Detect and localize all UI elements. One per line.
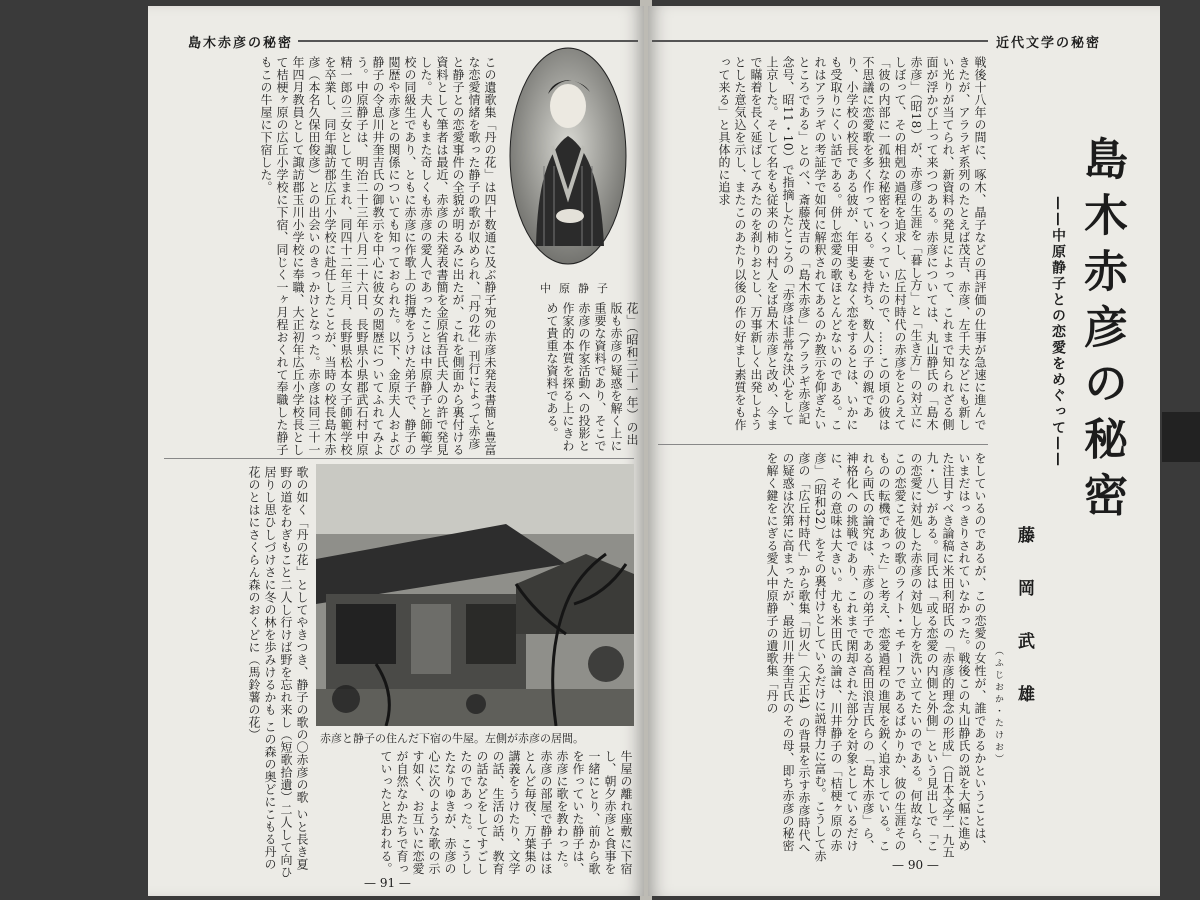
- right-upper-text: 戦後十八年の間に、啄木、晶子などの再評価の仕事が急速に進んできたが、アララギ系列のたとえば茂吉、赤彦、左千夫などにも新しい光りが当てられ、新資料の発見によって、これまで知られざる側面が浮かび上って来つつある。赤彦については、丸山静氏の「島木赤彦」（昭18）が、赤彦の生涯を「暮し方」と「生き方」の対立にしぼって、その相剋の過程を追求し、広丘村時代の赤彦をとらえて「彼の内部に一孤独な秘密をつくっていたので、……この頃の彼は不思議に恋愛歌を多く作っている。妻を持ち、数人の子の親であり、小学校の校長である彼が、年甲斐もなく恋をするとは、いかにも受取りにくい話である。併し恋愛の歌ほとんどないのである。これはアララギの考証学で如何に解釈されてあるのか教示を仰ぎたいところである」とのべ、斎藤茂吉の「島木赤彦」（アララギ赤彦記念号、昭11・10）で指摘したところの「赤彦は非常な決心をして上京した。そして名をも従来の柿の村人をば島木赤彦と改め、今まで瞞着を長く延ばしてみたのを刹りおとし、万事新しく出発しようとした意気込を示し、またこのあたり以後の作の好まし素質をも作って来る」と具体的に追求: [717, 56, 987, 431]
- portrait-caption: 中原静子: [540, 282, 616, 295]
- author-name: 藤岡武雄: [1014, 526, 1034, 738]
- left-upper-right-text: 花」（昭和三十一年）の出版も赤彦の疑惑を解く上に重要な資料であり、そこで赤彦の作家活動への投影と作家的本質を探る上にきわめて貴重な資料である。: [545, 302, 639, 452]
- page-number-left: — 91 —: [364, 876, 411, 890]
- right-divider: [658, 444, 988, 445]
- header-rule-right: [652, 40, 988, 42]
- photo-caption: 赤彦と静子の住んだ下宿の牛屋。左側が赤彦の居間。: [320, 732, 584, 745]
- left-page: [148, 6, 644, 896]
- page-tab: [1162, 412, 1200, 462]
- left-upper-text: この遺歌集「丹の花」は四十数通に及ぶ静子宛の赤彦未発表書簡と豊富な恋愛情緒を歌った静子の歌が収められ、「丹の花」刊行によって赤彦と静子との恋愛事件の全貌が明るみに出たが、これを側面から裏付ける資料として筆者は最近、赤彦の未発表書簡を金原省吾氏夫人の許で発見した。夫人もまた奇しくも赤彦の愛人であったことは中原静子と師範学校の同級生であり、ともに赤彦に作歌上の指導をうけた弟子で、静子の閲歴や赤彦との関係についても知っておられた。以下、金原夫人および静子の令息川井奎吉氏の御教示を中心に彼女の閲歴についてふれてみよう。中原静子は、明治二十三年八月二十六日、長野県小県郡武石村中原精一郎の三女として生まれ、同四十二年三月、長野県松本女子師範学校を卒業し、同年諏訪郡広丘小学校に赴任したことが、当時の校長島木赤彦（本名久保田俊彦）との出会いのきっかけとなった。赤彦は同三十一年四月教員として諏訪郡玉川小学校に奉職、大正初年広丘小学校長として桔梗ヶ原の広丘小学校に下宿、同じく一ヶ月程おくれて奉職した静子もこの牛屋に下宿した。: [259, 56, 497, 456]
- right-lower-text: をしているのであるが、この恋愛の女性が、誰であるかということは、いまだはっきりされていなかった。戦後この丸山静氏の説を大幅に進めた注目すべき論稿に米田利昭氏の「赤彦的理念の形成」（日本文学一九五九・八）がある。同氏は「或る恋愛の内側と外側」という見出しで「この恋愛に対処した赤彦の対処し方を洗い立てたいのである。何故なら、この恋愛こそ彼の歌のライト・モチーフであるばかりか、彼の生涯そのものの転機であった」と考え、恋愛過程の進展を鋭く追求している。これら両氏の論究は、赤彦の弟子である高田浪吉氏らの「島木赤彦」ら、神格化への挑戦であり、これまで閑却された部分を対象としているだけに、その意味は大きい。尤も米田氏の論は、川井静子の「桔梗ヶ原の赤彦」（昭和32）をその裏付けとしているだけに説得力に富む。こうして赤彦の「広丘村時代」から歌集「切火」（大正4）の背景を示す赤彦時代への疑惑は次第に高まったが、最近川井奎吉氏のその母、即ち赤彦の秘密を解く鍵をにぎる愛人中原静子の遺歌集「丹の: [765, 452, 987, 863]
- portrait-photo: [508, 46, 628, 276]
- lodging-photo: [316, 464, 634, 726]
- right-page: [648, 6, 1160, 896]
- header-rule-left: [298, 40, 638, 42]
- left-divider: [164, 458, 634, 459]
- page-number-right: — 90 —: [892, 858, 939, 872]
- article-title: 島木赤彦の秘密: [1076, 136, 1127, 528]
- left-lower-left-text: 歌の如く「丹の花」としてやきつき、静子の歌の〇赤彦の歌 いと長き夏野の道をわぎもこと二人し行けば野を忘れ来し（短歌拾遺）二人して向ひ居りし思ひしづけさに冬の林を歩みけるかも この森の奥どにこもる丹の花のとはにさくらん森のおくどに（馬鈴薯の花）: [247, 466, 309, 879]
- running-title-right: 近代文学の秘密: [996, 36, 1102, 51]
- author-reading: （ふじおか・たけお）: [993, 646, 1003, 766]
- article-subtitle: ——中原静子との恋愛をめぐって——: [1050, 196, 1066, 468]
- left-lower-right-text: 牛屋の離れ座敷に下宿し、朝夕赤彦と食事を一緒にとり、前から歌を作っていた静子は、赤彦に歌を教わった。赤彦の部屋で静子はほとんど毎夜、万葉集の講義をうけたり、文学の話、生活の話、教育の話などをしてすごしたのであった。こうしたなりゆきが、赤彦の心に次のような歌の示す如く、お互いに恋愛が自然なかたちで育っていったと思われる。: [379, 750, 633, 875]
- running-title-left: 島木赤彦の秘密: [188, 36, 294, 51]
